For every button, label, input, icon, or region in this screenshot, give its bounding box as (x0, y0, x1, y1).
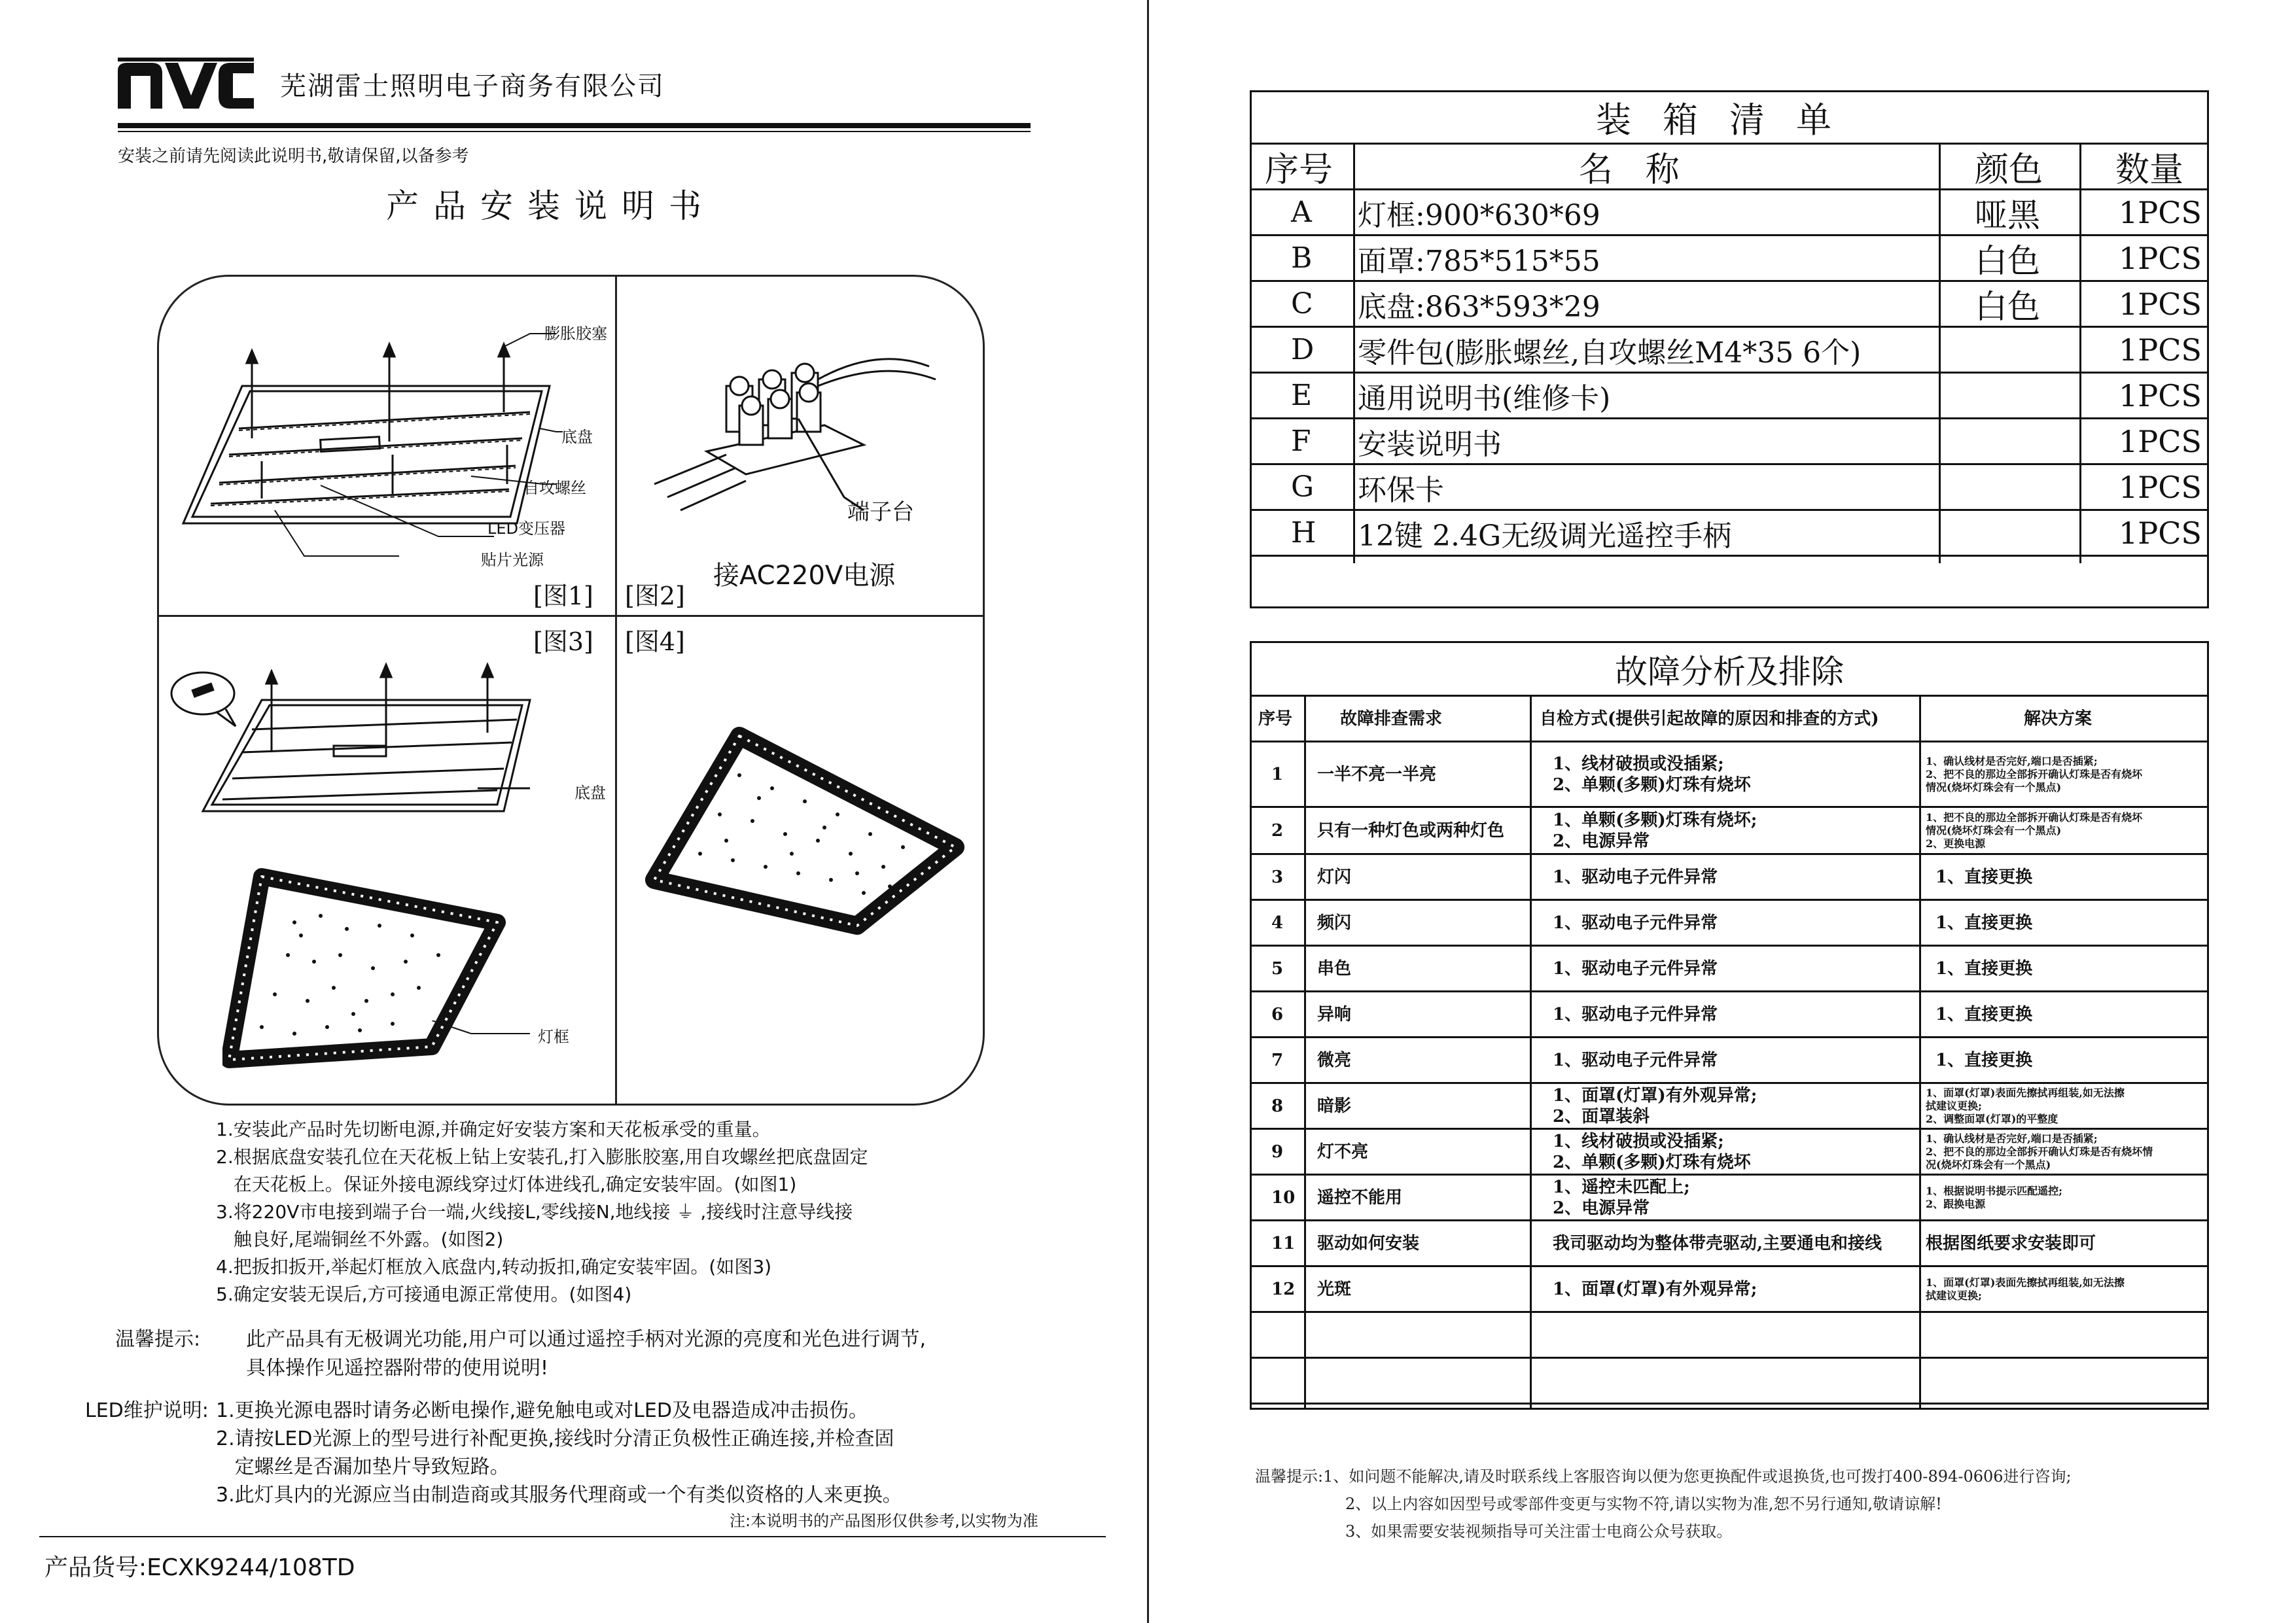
fault-row (1252, 1267, 2207, 1313)
packing-row (1252, 511, 2207, 557)
fault-row (1252, 855, 2207, 901)
packing-cell-qty: 1PCS (2119, 515, 2202, 551)
fault-fix-line: 2、更换电源 (1926, 837, 1986, 850)
fault-fix-line: 情况(烧坏灯珠会有一个黑点) (1926, 780, 2062, 794)
fault-cell-check (1553, 947, 1718, 990)
packing-cell-color: 哑黑 (1975, 196, 2040, 234)
fault-cell-no: 8 (1271, 1096, 1284, 1116)
packing-cell-no: G (1291, 470, 1315, 504)
fault-header-no: 序号 (1258, 708, 1293, 729)
step-4: 4.把扳扣扳开,举起灯框放入底盘内,转动扳扣,确定安装牢固。(如图3) (216, 1256, 772, 1278)
fault-check-line: 1、驱动电子元件异常 (1553, 913, 1718, 933)
fault-cell-fix (1926, 1084, 2125, 1128)
packing-cell-name: 面罩:785*515*55 (1358, 244, 1600, 278)
step-2: 2.根据底盘安装孔位在天花板上钻上安装孔,打入膨胀胶塞,用自攻螺丝把底盘固定 (216, 1146, 868, 1168)
label-ac-power: 接AC220V电源 (713, 561, 896, 591)
fault-cell-no: 2 (1271, 820, 1284, 841)
fault-empty-row (1252, 1313, 2207, 1359)
fault-cell-fix (1935, 855, 2032, 899)
fault-row (1252, 1038, 2207, 1084)
fault-cell-issue: 串色 (1317, 958, 1352, 979)
fault-fix-line: 1、直接更换 (1935, 1004, 2033, 1024)
packing-cell-name: 零件包(膨胀螺丝,自攻螺丝M4*35 6个) (1358, 336, 1862, 370)
packing-row (1252, 465, 2207, 511)
fault-cell-issue: 灯不亮 (1317, 1142, 1369, 1162)
packing-cell-name: 灯框:900*630*69 (1358, 198, 1600, 232)
fault-cell-check (1553, 1176, 1690, 1219)
bottom-tip-3: 3、如果需要安装视频指导可关注雷士电商公众号获取。 (1345, 1522, 1733, 1541)
fault-row (1252, 808, 2207, 855)
header-rule-thin (118, 131, 1031, 132)
packing-row (1252, 374, 2207, 419)
fault-check-line: 我司驱动均为整体带壳驱动,主要通电和接线 (1553, 1233, 1882, 1253)
fault-fix-line: 根据图纸要求安装即可 (1926, 1233, 2096, 1253)
read-notice: 安装之前请先阅读此说明书,敬请保留,以备参考 (118, 147, 469, 166)
label-smd-light: 贴片光源 (481, 551, 544, 569)
figure-divider-horizontal (157, 615, 985, 617)
fault-header-issue: 故障排查需求 (1340, 708, 1443, 729)
packing-row (1252, 190, 2207, 236)
frame-pointer-line (432, 1021, 537, 1047)
fault-row (1252, 742, 2207, 808)
fault-check-line: 2、电源异常 (1553, 1198, 1650, 1218)
fault-cell-check (1553, 901, 1718, 945)
figure-3-base-plate-drawing (164, 654, 609, 837)
fault-fix-line: 1、确认线材是否完好,端口是否插紧; (1926, 754, 2098, 767)
fault-fix-line: 2、把不良的那边全部拆开确认灯珠是否有烧坏情 (1926, 1145, 2153, 1158)
fault-fix-line: 2、跟换电源 (1926, 1197, 1986, 1210)
fault-cell-issue: 灯闪 (1317, 867, 1352, 887)
fault-cell-check (1553, 742, 1751, 806)
fault-cell-no: 3 (1271, 867, 1284, 887)
fault-cell-check (1553, 855, 1718, 899)
fault-row (1252, 1176, 2207, 1221)
fault-fix-line: 拭建议更换; (1926, 1289, 1982, 1302)
fault-row (1252, 1221, 2207, 1267)
packing-cell-name: 底盘:863*593*29 (1358, 290, 1600, 324)
fault-cell-no: 9 (1271, 1142, 1284, 1162)
fault-cell-no: 6 (1271, 1004, 1284, 1024)
fault-cell-no: 11 (1271, 1233, 1296, 1253)
label-lamp-frame: 灯框 (538, 1028, 569, 1046)
packing-row (1252, 236, 2207, 282)
step-1: 1.安装此产品时先切断电源,并确定好安装方案和天花板承受的重量。 (216, 1119, 771, 1140)
packing-row (1252, 282, 2207, 328)
fault-header-check: 自检方式(提供引起故障的原因和排查的方式) (1540, 708, 1879, 729)
fault-cell-no: 7 (1271, 1050, 1284, 1070)
nvc-logo (118, 58, 255, 110)
header-qty: 数量 (2115, 150, 2184, 190)
fault-cell-fix (1926, 1221, 2096, 1265)
install-steps (216, 1116, 868, 1308)
figure-4-tag: [图4] (625, 627, 685, 656)
led-item-1: 1.更换光源电器时请务必断电操作,避免触电或对LED及电器造成冲击损伤。 (216, 1399, 868, 1422)
header-name: 名 称 (1579, 150, 1680, 190)
figure-1-base-plate-drawing (164, 307, 622, 615)
fault-header-row (1252, 697, 2207, 742)
fault-cell-issue: 频闪 (1317, 913, 1352, 933)
label-base-plate-2: 底盘 (574, 784, 606, 802)
fault-check-line: 2、面罩装斜 (1553, 1106, 1650, 1126)
fault-row (1252, 1130, 2207, 1176)
packing-cell-name: 安装说明书 (1358, 427, 1502, 461)
fault-header-fix: 解决方案 (2024, 708, 2093, 729)
fault-fix-line: 1、直接更换 (1935, 958, 2033, 979)
fault-empty-row (1252, 1359, 2207, 1405)
figure-1-tag: [图1] (533, 582, 593, 610)
packing-cell-no: H (1291, 516, 1316, 550)
fault-check-line: 2、电源异常 (1553, 831, 1650, 851)
packing-row (1252, 419, 2207, 465)
packing-cell-qty: 1PCS (2119, 377, 2202, 413)
fault-cell-issue: 光斑 (1317, 1279, 1352, 1299)
packing-cell-name: 通用说明书(维修卡) (1358, 381, 1611, 415)
label-tapping-screw: 自攻螺丝 (523, 479, 586, 497)
troubleshooting-title: 故障分析及排除 (1252, 643, 2207, 697)
fault-cell-no: 4 (1271, 913, 1284, 933)
fault-fix-line: 2、调整面罩(灯罩)的平整度 (1926, 1112, 2058, 1125)
fault-cell-check (1553, 808, 1757, 853)
label-base-plate: 底盘 (561, 428, 593, 446)
fault-cell-issue: 只有一种灯色或两种灯色 (1317, 820, 1505, 841)
fault-check-line: 2、单颗(多颗)灯珠有烧坏 (1553, 775, 1751, 795)
packing-cell-no: A (1291, 196, 1312, 229)
packing-cell-name: 12键 2.4G无级调光遥控手柄 (1358, 519, 1732, 553)
packing-header-row (1252, 145, 2207, 190)
fault-fix-line: 拭建议更换; (1926, 1099, 1982, 1112)
fault-check-line: 1、线材破损或没插紧; (1553, 1131, 1724, 1151)
fault-cell-check (1553, 1130, 1751, 1174)
fault-fix-line: 况(烧坏灯珠会有一个黑点) (1926, 1158, 2051, 1171)
step-3-cont: 触良好,尾端铜丝不外露。(如图2) (216, 1229, 504, 1250)
packing-list-table (1250, 90, 2209, 608)
packing-cell-no: F (1291, 425, 1311, 458)
fault-fix-line: 1、把不良的那边全部拆开确认灯珠是否有烧坏 (1926, 811, 2143, 824)
led-item-3: 3.此灯具内的光源应当由制造商或其服务代理商或一个有类似资格的人来更换。 (216, 1484, 902, 1507)
fault-check-line: 1、驱动电子元件异常 (1553, 1004, 1718, 1024)
fault-check-line: 1、遥控未匹配上; (1553, 1177, 1690, 1197)
figure-4-installed-lamp-drawing (641, 723, 968, 939)
fault-cell-check (1553, 1267, 1757, 1311)
fault-cell-fix (1926, 1176, 2062, 1219)
fault-cell-no: 12 (1271, 1279, 1296, 1299)
fault-check-line: 1、面罩(灯罩)有外观异常; (1553, 1279, 1757, 1299)
fault-cell-fix (1935, 901, 2032, 945)
fault-cell-check (1553, 992, 1718, 1036)
fault-cell-no: 5 (1271, 958, 1284, 979)
fault-row (1252, 992, 2207, 1038)
fault-cell-issue: 微亮 (1317, 1050, 1352, 1070)
packing-cell-name: 环保卡 (1358, 473, 1444, 507)
led-maintenance-block (85, 1397, 902, 1509)
fault-cell-no: 1 (1271, 764, 1284, 784)
fault-fix-line: 1、面罩(灯罩)表面先擦拭再组装,如无法擦 (1926, 1276, 2125, 1289)
step-3: 3.将220V市电接到端子台一端,火线接L,零线接N,地线接 ⏚ ,接线时注意导线接 (216, 1201, 853, 1223)
fault-cell-issue: 异响 (1317, 1004, 1352, 1024)
company-name: 芜湖雷士照明电子商务有限公司 (280, 71, 665, 101)
fault-check-line: 1、面罩(灯罩)有外观异常; (1553, 1085, 1757, 1106)
fault-fix-line: 1、根据说明书提示匹配遥控; (1926, 1184, 2063, 1197)
fault-cell-fix (1926, 808, 2142, 853)
bottom-tip-1: 温馨提示:1、如问题不能解决,请及时联系线上客服咨询以便为您更换配件或退换货,也可拨打400-894-0606进行咨询; (1255, 1467, 2072, 1486)
fault-cell-fix (1926, 742, 2142, 806)
bottom-tip-2: 2、以上内容如因型号或零部件变更与实物不符,请以实物为准,恕不另行通知,敬请谅解! (1345, 1495, 1942, 1513)
fault-cell-check (1553, 1084, 1757, 1128)
packing-cell-no: D (1291, 333, 1315, 366)
packing-cell-qty: 1PCS (2119, 332, 2202, 368)
fault-check-line: 1、驱动电子元件异常 (1553, 958, 1718, 979)
packing-cell-qty: 1PCS (2119, 469, 2202, 505)
packing-cell-qty: 1PCS (2119, 194, 2202, 230)
page-separator (1147, 0, 1149, 1623)
figure-2-tag: [图2] (625, 582, 685, 610)
fault-check-line: 1、驱动电子元件异常 (1553, 1050, 1718, 1070)
footer-rule (39, 1536, 1106, 1537)
fault-check-line: 1、线材破损或没插紧; (1553, 754, 1724, 774)
product-sku: 产品货号:ECXK9244/108TD (44, 1554, 355, 1581)
header-no: 序号 (1265, 150, 1333, 190)
fault-fix-line: 1、直接更换 (1935, 867, 2033, 887)
label-expansion-plug: 膨胀胶塞 (544, 324, 607, 343)
fault-fix-line: 1、直接更换 (1935, 913, 2033, 933)
fault-fix-line: 1、确认线材是否完好,端口是否插紧; (1926, 1132, 2098, 1145)
fault-cell-issue: 一半不亮一半亮 (1317, 764, 1437, 784)
header-color: 颜色 (1975, 150, 2043, 190)
packing-row (1252, 328, 2207, 374)
fault-cell-fix (1926, 1267, 2125, 1311)
fault-cell-issue: 遥控不能用 (1317, 1187, 1403, 1208)
fault-fix-line: 情况(烧坏灯珠会有一个黑点) (1926, 824, 2062, 837)
fault-check-line: 1、单颗(多颗)灯珠有烧坏; (1553, 810, 1757, 830)
label-led-driver: LED变压器 (487, 519, 566, 538)
bottom-tips (1255, 1463, 2072, 1545)
figure-note: 注:本说明书的产品图形仅供参考,以实物为准 (730, 1512, 1038, 1530)
packing-cell-no: E (1291, 379, 1313, 412)
fault-fix-line: 2、把不良的那边全部拆开确认灯珠是否有烧坏 (1926, 767, 2143, 780)
fault-fix-line: 1、面罩(灯罩)表面先擦拭再组装,如无法擦 (1926, 1086, 2125, 1099)
packing-cell-no: B (1291, 241, 1313, 275)
led-label: LED维护说明: (85, 1399, 209, 1422)
fault-row (1252, 901, 2207, 947)
fault-cell-no: 10 (1271, 1187, 1296, 1208)
packing-cell-qty: 1PCS (2119, 286, 2202, 322)
fault-cell-issue: 驱动如何安装 (1317, 1233, 1420, 1253)
fault-check-line: 1、驱动电子元件异常 (1553, 867, 1718, 887)
fault-row (1252, 1084, 2207, 1130)
fault-cell-check (1553, 1221, 1882, 1265)
fault-fix-line: 1、直接更换 (1935, 1050, 2033, 1070)
fault-cell-check (1553, 1038, 1718, 1082)
packing-cell-no: C (1291, 287, 1313, 321)
packing-cell-qty: 1PCS (2119, 423, 2202, 459)
tips-line-2: 具体操作见遥控器附带的使用说明! (246, 1357, 549, 1380)
figure-2-terminal-block-drawing (628, 334, 968, 536)
packing-title: 装箱清单 (1252, 92, 2207, 145)
fault-cell-fix (1935, 992, 2032, 1036)
packing-cell-color: 白色 (1975, 241, 2040, 280)
led-item-2: 2.请按LED光源上的型号进行补配更换,接线时分清正负极性正确连接,并检查固 (216, 1427, 894, 1450)
tips-block (115, 1325, 926, 1383)
tips-line-1: 此产品具有无极调光功能,用户可以通过遥控手柄对光源的亮度和光色进行调节, (246, 1328, 927, 1351)
fault-check-line: 2、单颗(多颗)灯珠有烧坏 (1553, 1152, 1751, 1172)
step-5: 5.确定安装无误后,方可接通电源正常使用。(如图4) (216, 1283, 632, 1305)
fault-cell-fix (1935, 947, 2032, 990)
packing-cell-color: 白色 (1975, 287, 2040, 326)
header-rule (118, 123, 1031, 128)
page-title: 产品安装说明书 (386, 187, 716, 225)
label-terminal-block: 端子台 (847, 499, 914, 525)
figure-3-tag: [图3] (533, 627, 593, 656)
fault-cell-fix (1935, 1038, 2032, 1082)
packing-cell-qty: 1PCS (2119, 240, 2202, 276)
led-item-2-cont: 定螺丝是否漏加垫片导致短路。 (216, 1456, 510, 1478)
troubleshooting-table (1250, 641, 2209, 1410)
step-2-cont: 在天花板上。保证外接电源线穿过灯体进线孔,确定安装牢固。(如图1) (216, 1174, 797, 1195)
fault-cell-issue: 暗影 (1317, 1096, 1352, 1116)
fault-row (1252, 947, 2207, 992)
fault-cell-fix (1926, 1130, 2153, 1174)
tips-label: 温馨提示: (115, 1328, 201, 1351)
